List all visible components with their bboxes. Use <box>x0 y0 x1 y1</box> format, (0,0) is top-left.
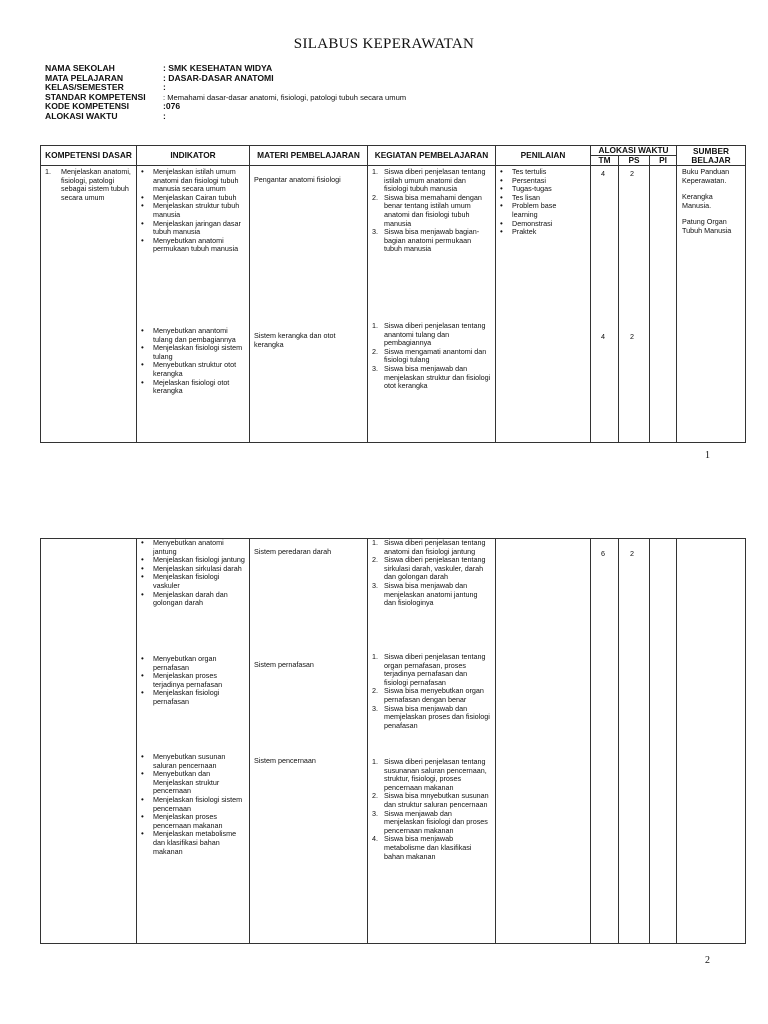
pi-cell <box>650 166 677 443</box>
kd-text: Menjelaskan anatomi, fisiologi, patologi sebagai sistem tubuh secara umum <box>61 167 131 202</box>
syllabus-table-page-2 <box>40 538 746 944</box>
info-label: STANDAR KOMPETENSI <box>45 91 146 102</box>
sumber-item: Buku Panduan Keperawatan. <box>682 167 730 185</box>
indicator-list <box>137 753 246 856</box>
list-item: • Menjelaskan fisiologi pernafasan <box>153 689 246 706</box>
info-value: : <box>163 110 166 121</box>
list-item: • Menjelaskan metabolisme dan klasifikasi bahan makanan <box>153 830 246 856</box>
pi-cell <box>650 539 677 944</box>
list-item: 1. Siswa diberi penjelasan tentang anantomi tulang dan pembagiannya <box>372 321 486 348</box>
ps-cell <box>619 539 650 944</box>
list-item: 2. Siswa mengamati anantomi dan fisiologi tulang <box>372 346 487 365</box>
list-item: • Menyebutkan anatomi jantung <box>153 539 246 556</box>
list-item: 4. Siswa bisa menjawab metabolisme dan klasifikasi bahan makanan <box>372 834 472 861</box>
list-item: 3. Siswa bisa menjawab bagian-bagian anatomi permukaan tubuh manusia <box>372 227 480 254</box>
info-label: ALOKASI WAKTU <box>45 110 118 121</box>
materi-text: Sistem pernafasan <box>254 660 314 669</box>
header-indikator: INDIKATOR <box>137 146 250 166</box>
list-item: • Menyebutkan dan Menjelaskan struktur pencernaan <box>153 770 246 796</box>
penilaian-cell <box>496 166 591 443</box>
info-value: :076 <box>163 101 181 112</box>
list-item: 2. Siswa bisa mnyebutkan susunan dan struktur saluran pencernaan <box>372 791 489 809</box>
list-item: • Menjelaskan fisiologi vaskuler <box>153 573 246 590</box>
list-item: 3. Siswa menjawab dan menjelaskan fisiologi dan proses pencernaan makanan <box>372 808 488 835</box>
list-item: • Menjelaskan darah dan golongan darah <box>153 591 246 608</box>
list-item: • Menjelaskan Cairan tubuh <box>153 194 246 203</box>
kegiatan-list <box>370 653 491 730</box>
list-item: • Menjelaskan sirkulasi darah <box>153 565 246 574</box>
list-item: • Menjelaskan fisiologi sistem tulang <box>153 344 246 361</box>
sumber-cell <box>677 166 746 443</box>
kegiatan-list <box>370 322 491 391</box>
kd-number: 1. <box>45 167 51 176</box>
ps-value: 2 <box>630 169 634 178</box>
header-info <box>45 64 406 122</box>
document-title: SILABUS KEPERAWATAN <box>293 36 475 52</box>
tm-value: 6 <box>601 549 605 558</box>
sumber-cell <box>677 539 746 944</box>
indicator-list <box>137 655 246 707</box>
list-item: • Menjelaskan struktur tubuh manusia <box>153 202 246 219</box>
materi-text: Pengantar anatomi fisiologi <box>254 175 341 184</box>
list-item: • Menjelaskan fisiologi sistem pencernaan <box>153 796 246 813</box>
ps-value: 2 <box>630 549 634 558</box>
list-item: 3. Siswa bisa menjawab dan memjelaskan proses dan fisiologi penafasan <box>372 703 490 730</box>
info-label: KODE KOMPETENSI <box>45 101 130 112</box>
kegiatan-list <box>370 168 491 254</box>
page-number: 1 <box>705 450 710 461</box>
kegiatan-list <box>370 758 491 861</box>
penilaian-list <box>496 168 570 237</box>
header-pi: PI <box>650 156 677 166</box>
list-item: 2. Siswa bisa menyebutkan organ pernafasan dengan benar <box>372 686 484 704</box>
ps-cell <box>619 166 650 443</box>
kd-cell <box>41 166 137 443</box>
info-row-alokasi-waktu <box>45 112 406 122</box>
tm-cell <box>591 166 619 443</box>
list-item: • Mejelaskan fisiologi otot kerangka <box>153 379 246 396</box>
header-ps: PS <box>619 156 650 166</box>
indicator-list <box>137 168 246 254</box>
info-value: : Memahami dasar-dasar anatomi, fisiologi, patologi tubuh secara umum <box>163 92 407 102</box>
ps-value: 2 <box>630 332 634 341</box>
info-label: KELAS/SEMESTER <box>45 82 124 93</box>
list-item: 3. Siswa bisa menjawab dan menjelaskan anatomi jantung dan fisiologinya <box>372 580 478 608</box>
tm-value: 4 <box>601 332 605 341</box>
list-item: 2. Siswa diberi penjelasan tentang sirkulasi darah, vaskuler, darah dan golongan darah <box>372 555 486 582</box>
info-label: NAMA SEKOLAH <box>45 63 115 73</box>
header-kompetensi-dasar: KOMPETENSI DASAR <box>41 146 137 166</box>
header-tm: TM <box>591 156 619 166</box>
list-item: • Praktek <box>512 228 570 237</box>
list-item: 1. Siswa diberi penjelasan tentang istilah umum anatomi dan fisiologi tubuh manusia <box>372 167 486 194</box>
sumber-item: Patung Organ Tubuh Manusia <box>682 217 732 235</box>
tm-cell <box>591 539 619 944</box>
indicator-list <box>137 327 246 396</box>
info-value: : <box>163 82 166 93</box>
header-materi: MATERI PEMBELAJARAN <box>250 146 368 166</box>
materi-cell <box>250 166 368 443</box>
kegiatan-list <box>370 539 491 608</box>
penilaian-cell <box>496 539 591 944</box>
list-item: • Menjelaskan fisiologi jantung <box>153 556 246 565</box>
info-label: MATA PELAJARAN <box>45 72 124 83</box>
kd-cell <box>41 539 137 944</box>
list-item: 1. Siswa diberi penjelasan tentang susunanan saluran pencernaan, struktur, fisiologi, proses pencernaan makanan <box>372 757 487 792</box>
list-item: • Problem base learning <box>512 202 570 219</box>
list-item: • Persentasi <box>512 177 570 186</box>
list-item: • Menjelaskan proses pencernaan makanan <box>153 813 246 830</box>
list-item: • Menjelaskan istilah umum anatomi dan fisiologi tubuh manusia secara umum <box>153 168 246 194</box>
list-item: 3. Siswa bisa menjawab dan menjelaskan struktur dan fisiologi otot kerangka <box>372 363 491 391</box>
header-kegiatan: KEGIATAN PEMBELAJARAN <box>368 146 496 166</box>
list-item: • Menyebutkan organ pernafasan <box>153 655 246 672</box>
indikator-cell <box>137 539 250 944</box>
materi-text: Sistem pencernaan <box>254 756 316 765</box>
header-penilaian: PENILAIAN <box>496 146 591 166</box>
list-item: • Menjelaskan proses terjadinya pernafasan <box>153 672 246 689</box>
kegiatan-cell <box>368 539 496 944</box>
tm-value: 4 <box>601 169 605 178</box>
list-item: • Tugas-tugas <box>512 185 570 194</box>
header-alokasi-waktu: ALOKASI WAKTU <box>591 146 677 156</box>
indikator-cell <box>137 166 250 443</box>
list-item: • Menjelaskan jaringan dasar tubuh manusia <box>153 220 246 237</box>
info-value: : DASAR-DASAR ANATOMI <box>163 72 274 83</box>
syllabus-table-page-1 <box>40 145 746 443</box>
list-item: • Menyebutkan anantomi tulang dan pembagiannya <box>153 327 246 344</box>
page-number: 2 <box>705 955 710 966</box>
materi-text: Sistem kerangka dan otot kerangka <box>254 331 336 349</box>
materi-text: Sistem peredaran darah <box>254 547 332 556</box>
list-item: • Tes tertulis <box>512 168 570 177</box>
list-item: 1. Siswa diberi penjelasan tentang anatomi dan fisiologi jantung <box>372 538 486 556</box>
info-value: : SMK KESEHATAN WIDYA <box>163 63 273 73</box>
header-sumber-belajar: SUMBER BELAJAR <box>677 146 746 166</box>
list-item: • Menyebutkan susunan saluran pencernaan <box>153 753 246 770</box>
list-item: • Tes lisan <box>512 194 570 203</box>
list-item: • Demonstrasi <box>512 220 570 229</box>
list-item: 2. Siswa bisa memahami dengan benar tentang istilah umum anatomi dan fisiologi tubuh manusia <box>372 192 482 228</box>
sumber-item: Kerangka Manusia. <box>682 192 713 210</box>
list-item: • Menyebutkan struktur otot kerangka <box>153 361 246 378</box>
materi-cell <box>250 539 368 944</box>
kegiatan-cell <box>368 166 496 443</box>
list-item: • Menyebutkan anatomi permukaan tubuh manusia <box>153 237 246 254</box>
list-item: 1. Siswa diberi penjelasan tentang organ pernafasan, proses terjadinya pernafasan dan fisiologi pernafasan <box>372 652 486 687</box>
indicator-list <box>137 539 246 608</box>
